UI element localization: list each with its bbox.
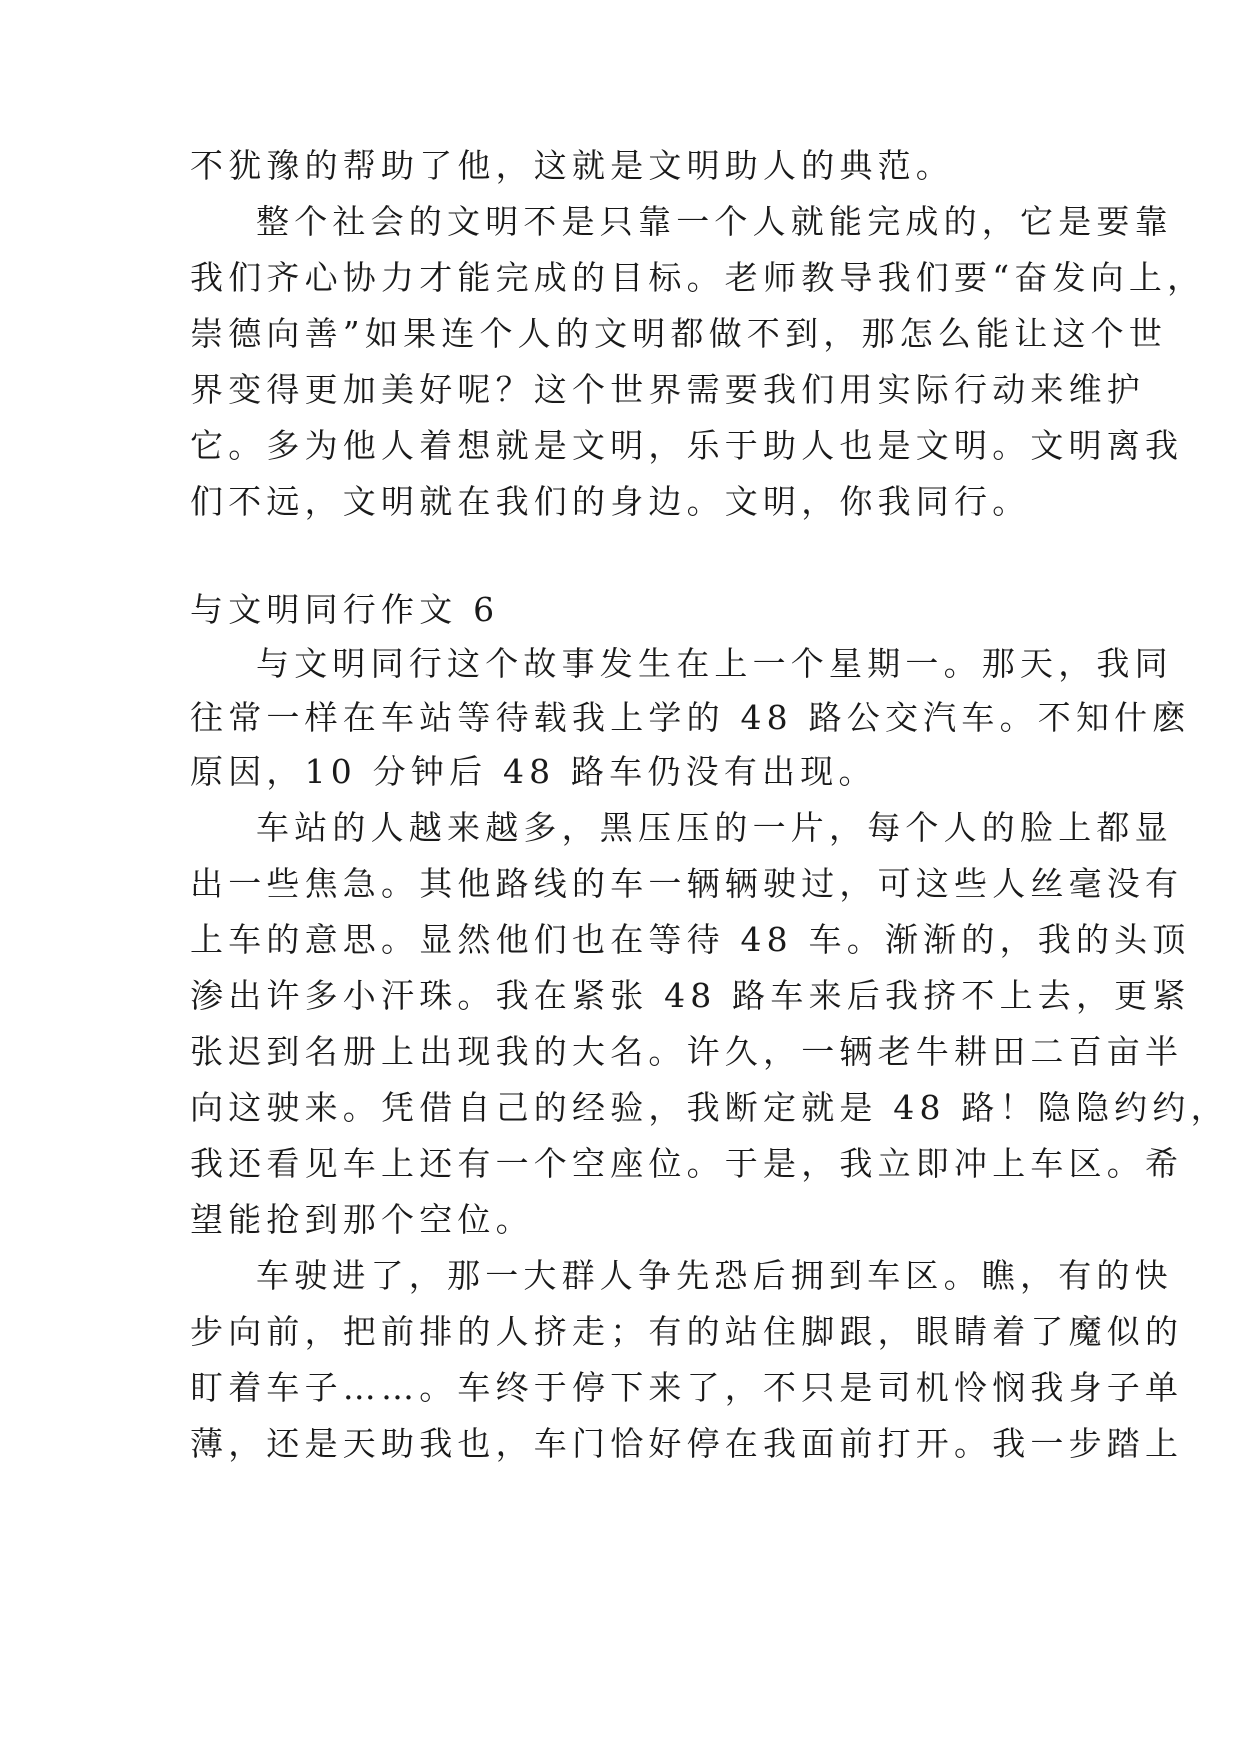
paragraph-line: 我还看见车上还有一个空座位。于是，我立即冲上车区。希 (190, 1144, 1184, 1183)
paragraph-line: 盯着车子……。车终于停下来了，不只是司机怜悯我身子单 (190, 1368, 1184, 1407)
paragraph-line: 原因，10 分钟后 48 路车仍没有出现。 (190, 752, 877, 791)
paragraph-line: 往常一样在车站等待载我上学的 48 路公交汽车。不知什麽 (190, 698, 1191, 737)
paragraph-line: 望能抢到那个空位。 (190, 1200, 534, 1239)
paragraph-line: 上车的意思。显然他们也在等待 48 车。渐渐的，我的头顶 (190, 920, 1191, 959)
paragraph-line: 界变得更加美好呢？这个世界需要我们用实际行动来维护 (190, 370, 1145, 409)
paragraph-line: 渗出许多小汗珠。我在紧张 48 路车来后我挤不上去，更紧 (190, 976, 1191, 1015)
paragraph-line: 向这驶来。凭借自己的经验，我断定就是 48 路！隐隐约约， (190, 1088, 1229, 1127)
paragraph-line: 薄，还是天助我也，车门恰好停在我面前打开。我一步踏上 (190, 1424, 1184, 1463)
paragraph-line: 步向前，把前排的人挤走；有的站住脚跟，眼睛着了魔似的 (190, 1312, 1184, 1351)
paragraph-line: 我们齐心协力才能完成的目标。老师教导我们要“奋发向上， (190, 258, 1206, 297)
paragraph-line: 它。多为他人着想就是文明，乐于助人也是文明。文明离我 (190, 426, 1184, 465)
paragraph-line: 出一些焦急。其他路线的车一辆辆驶过，可这些人丝毫没有 (190, 864, 1184, 903)
paragraph-line: 与文明同行这个故事发生在上一个星期一。那天，我同 (256, 644, 1173, 683)
paragraph-line: 车站的人越来越多，黑压压的一片，每个人的脸上都显 (256, 808, 1173, 847)
paragraph-line: 不犹豫的帮助了他，这就是文明助人的典范。 (190, 146, 954, 185)
paragraph-line: 车驶进了，那一大群人争先恐后拥到车区。瞧，有的快 (256, 1256, 1173, 1295)
paragraph-line: 崇德向善”如果连个人的文明都做不到，那怎么能让这个世 (190, 314, 1168, 353)
paragraph-line: 们不远，文明就在我们的身边。文明，你我同行。 (190, 482, 1031, 521)
section-heading: 与文明同行作文 6 (190, 590, 500, 629)
paragraph-line: 张迟到名册上出现我的大名。许久，一辆老牛耕田二百亩半 (190, 1032, 1184, 1071)
paragraph-line: 整个社会的文明不是只靠一个人就能完成的，它是要靠 (256, 202, 1173, 241)
